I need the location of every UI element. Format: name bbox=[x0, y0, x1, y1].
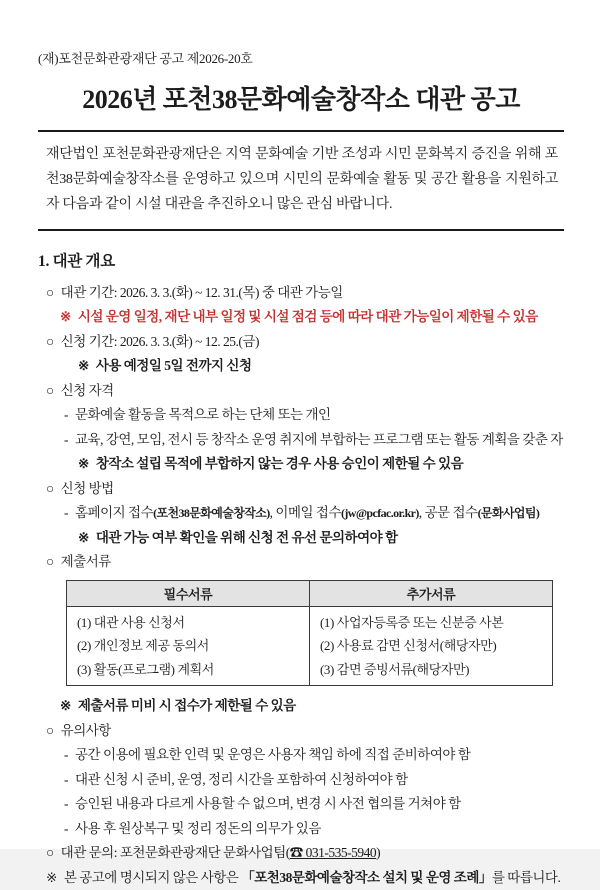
channel-homepage-detail: (포천38문화예술창작소) bbox=[153, 506, 270, 521]
closing-prefix: 본 공고에 명시되지 않은 사항은 bbox=[63, 869, 242, 885]
circle-bullet-icon: ○ bbox=[46, 333, 54, 349]
note-purpose-restriction bbox=[38, 452, 564, 477]
note-text: 제출서류 미비 시 접수가 제한될 수 있음 bbox=[77, 698, 296, 714]
notice-number: (재)포천문화관광재단 공고 제2026-20호 bbox=[38, 51, 253, 66]
dash-bullet-icon: - bbox=[64, 431, 68, 447]
list-item-eligibility-group bbox=[38, 403, 564, 428]
asterisk-note-icon: ※ bbox=[78, 358, 89, 374]
channel-official-doc-detail: (문화사업팀) bbox=[477, 506, 540, 521]
apply-channels-text bbox=[75, 501, 539, 526]
list-item-precaution-staffing bbox=[38, 743, 564, 768]
note-text: 대관 가능 여부 확인을 위해 신청 전 유선 문의하여야 함 bbox=[95, 529, 398, 545]
contact-suffix: ) bbox=[376, 845, 381, 861]
list-item-text: 교육, 강연, 모임, 전시 등 창작소 운영 취지에 부합하는 프로그램 또는 활동 계획을 갖춘 자 bbox=[75, 431, 563, 447]
list-item-eligibility-program bbox=[38, 428, 564, 453]
closing-text bbox=[64, 866, 561, 890]
note-rental-period-restriction bbox=[38, 305, 564, 330]
list-item-text: 공간 이용에 필요한 인력 및 운영은 사용자 책임 하에 직접 준비하여야 함 bbox=[75, 747, 471, 763]
channel-official-doc: 공문 접수 bbox=[424, 505, 478, 521]
intro-text: 재단법인 포천문화관광재단은 지역 문화예술 기반 조성과 시민 문화복지 증진을 위해 포천38문화예술창작소를 운영하고 있으며 시민의 문화예술 활동 및 공간 활용을 지원하고자 다음과 같이 시설 대관을 추진하오니 많은 관심 바랍니다. bbox=[46, 147, 558, 212]
closing-suffix: 를 따릅니다. bbox=[491, 869, 561, 885]
asterisk-note-icon: ※ bbox=[78, 456, 89, 472]
list-item-text: 유의사항 bbox=[60, 722, 111, 738]
note-text: 사용 예정일 5일 전까지 신청 bbox=[95, 358, 252, 374]
list-item-precautions bbox=[38, 719, 564, 744]
required-documents-table bbox=[66, 580, 553, 687]
circle-bullet-icon: ○ bbox=[46, 554, 54, 570]
contact-phone-number: ☎ 031-535-5940 bbox=[289, 845, 377, 861]
asterisk-note-icon: ※ bbox=[60, 698, 71, 714]
table-header-required: 필수서류 bbox=[67, 580, 310, 606]
note-incomplete-documents bbox=[38, 694, 564, 719]
additional-docs-cell bbox=[310, 606, 553, 686]
note-apply-deadline bbox=[38, 354, 564, 379]
dash-bullet-icon: - bbox=[64, 747, 68, 763]
channel-homepage: 홈페이지 접수 bbox=[75, 505, 154, 521]
page-title: 2026년 포천38문화예술창작소 대관 공고 bbox=[82, 85, 520, 114]
list-item-rental-period bbox=[38, 281, 564, 306]
required-docs-cell bbox=[67, 606, 310, 686]
list-item-eligibility bbox=[38, 379, 564, 404]
closing-note bbox=[38, 866, 564, 890]
dash-bullet-icon: - bbox=[64, 796, 68, 812]
ordinance-title: 「포천38문화예술창작소 설치 및 운영 조례」 bbox=[241, 869, 492, 885]
list-item-documents bbox=[38, 550, 564, 575]
dash-bullet-icon: - bbox=[64, 771, 68, 787]
list-item-text: 대관 신청 시 준비, 운영, 정리 시간을 포함하여 신청하여야 함 bbox=[75, 771, 408, 787]
circle-bullet-icon: ○ bbox=[46, 382, 54, 398]
table-cell-line: (2) 사용료 감면 신청서(해당자만) bbox=[320, 638, 497, 654]
list-item-precaution-change bbox=[38, 792, 564, 817]
dash-bullet-icon: - bbox=[64, 820, 68, 836]
asterisk-note-icon: ※ bbox=[60, 309, 71, 325]
circle-bullet-icon: ○ bbox=[46, 284, 54, 300]
asterisk-note-icon: ※ bbox=[46, 869, 57, 885]
list-item-text: 신청 기간: 2026. 3. 3.(화) ~ 12. 25.(금) bbox=[60, 333, 259, 349]
circle-bullet-icon: ○ bbox=[46, 480, 54, 496]
table-cell-line: (1) 사업자등록증 또는 신분증 사본 bbox=[320, 614, 504, 630]
note-phone-inquiry-before-apply bbox=[38, 526, 564, 551]
list-item-application-period bbox=[38, 330, 564, 355]
table-cell-line: (1) 대관 사용 신청서 bbox=[77, 614, 185, 630]
list-item-text: 제출서류 bbox=[60, 554, 111, 570]
section-heading: 1. 대관 개요 bbox=[38, 252, 115, 270]
separator: , bbox=[418, 505, 425, 521]
asterisk-note-icon: ※ bbox=[78, 529, 89, 545]
channel-email-address: (jw@pcfac.or.kr) bbox=[341, 506, 419, 521]
list-item-contact bbox=[38, 841, 564, 866]
dash-bullet-icon: - bbox=[64, 407, 68, 423]
list-item-text: 승인된 내용과 다르게 사용할 수 없으며, 변경 시 사전 협의를 거쳐야 함 bbox=[75, 796, 461, 812]
list-item-text: 신청 방법 bbox=[60, 480, 114, 496]
list-item-text: 신청 자격 bbox=[60, 382, 114, 398]
table-cell-line: (2) 개인정보 제공 동의서 bbox=[77, 638, 209, 654]
list-item-apply-method bbox=[38, 477, 564, 502]
separator: , bbox=[269, 505, 276, 521]
list-item-precaution-restore bbox=[38, 817, 564, 842]
channel-email: 이메일 접수 bbox=[275, 505, 341, 521]
contact-prefix: 대관 문의: 포천문화관광재단 문화사업팀( bbox=[60, 845, 290, 861]
list-item-text: 대관 기간: 2026. 3. 3.(화) ~ 12. 31.(목) 중 대관 가능일 bbox=[60, 284, 343, 300]
intro-box bbox=[38, 130, 564, 231]
note-text: 창작소 설립 목적에 부합하지 않는 경우 사용 승인이 제한될 수 있음 bbox=[95, 456, 464, 472]
list-item-apply-channels bbox=[38, 501, 564, 526]
list-item-text: 사용 후 원상복구 및 정리 정돈의 의무가 있음 bbox=[75, 820, 321, 836]
table-body-row bbox=[67, 606, 553, 686]
dash-bullet-icon: - bbox=[64, 505, 68, 521]
table-cell-line: (3) 활동(프로그램) 계획서 bbox=[77, 661, 214, 677]
circle-bullet-icon: ○ bbox=[46, 722, 54, 738]
contact-text bbox=[61, 841, 380, 866]
list-item-text: 문화예술 활동을 목적으로 하는 단체 또는 개인 bbox=[75, 407, 331, 423]
list-item-precaution-time bbox=[38, 768, 564, 793]
table-header-row bbox=[67, 580, 553, 606]
table-header-additional: 추가서류 bbox=[310, 580, 553, 606]
circle-bullet-icon: ○ bbox=[46, 845, 54, 861]
table-cell-line: (3) 감면 증빙서류(해당자만) bbox=[320, 661, 470, 677]
note-text: 시설 운영 일정, 재단 내부 일정 및 시설 점검 등에 따라 대관 가능일이 제한될 수 있음 bbox=[77, 309, 538, 325]
